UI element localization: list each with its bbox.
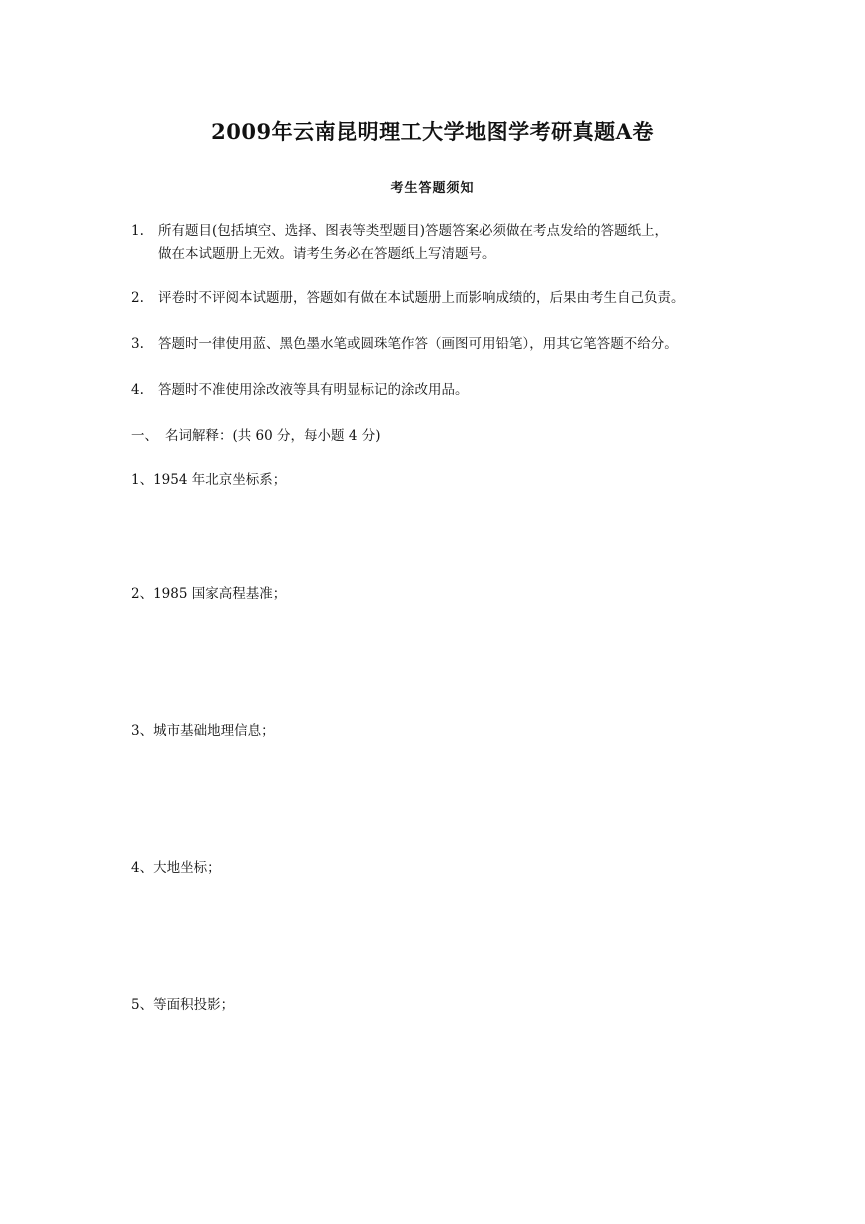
- notice-heading: 考生答题须知: [390, 181, 475, 196]
- question-2: 2、1985 国家高程基准；: [131, 586, 287, 602]
- page-title: 2009年云南昆明理工大学地图学考研真题A卷: [211, 119, 654, 144]
- notice-text: 所有题目(包括填空、选择、图表等类型题目)答题答案必须做在考点发给的答题纸上，: [158, 223, 669, 239]
- notice-item-2: [131, 286, 685, 310]
- section-number: 一、: [131, 428, 158, 444]
- notice-number: 4.: [131, 382, 144, 398]
- notice-number: 2.: [131, 290, 144, 306]
- question-4: 4、大地坐标；: [131, 860, 221, 876]
- notice-item-1: [131, 219, 668, 243]
- notice-text: 评卷时不评阅本试题册，答题如有做在本试题册上而影响成绩的，后果由考生自己负责。: [158, 290, 685, 306]
- section-label: 名词解释：(共 60 分，每小题 4 分): [165, 428, 381, 444]
- question-1: 1、1954 年北京坐标系；: [131, 472, 287, 488]
- question-5: 5、等面积投影；: [131, 997, 235, 1013]
- notice-text: 答题时不准使用涂改液等具有明显标记的涂改用品。: [158, 382, 469, 398]
- notice-number: 1.: [131, 223, 144, 239]
- question-3: 3、城市基础地理信息；: [131, 723, 275, 739]
- notice-item-3: [131, 332, 678, 356]
- notice-text: 答题时一律使用蓝、黑色墨水笔或圆珠笔作答（画图可用铅笔），用其它笔答题不给分。: [158, 336, 678, 352]
- notice-item-4: [131, 378, 469, 402]
- section-heading: [131, 424, 380, 448]
- notice-number: 3.: [131, 336, 144, 352]
- notice-item-1-continuation: 做在本试题册上无效。请考生务必在答题纸上写清题号。: [158, 246, 496, 262]
